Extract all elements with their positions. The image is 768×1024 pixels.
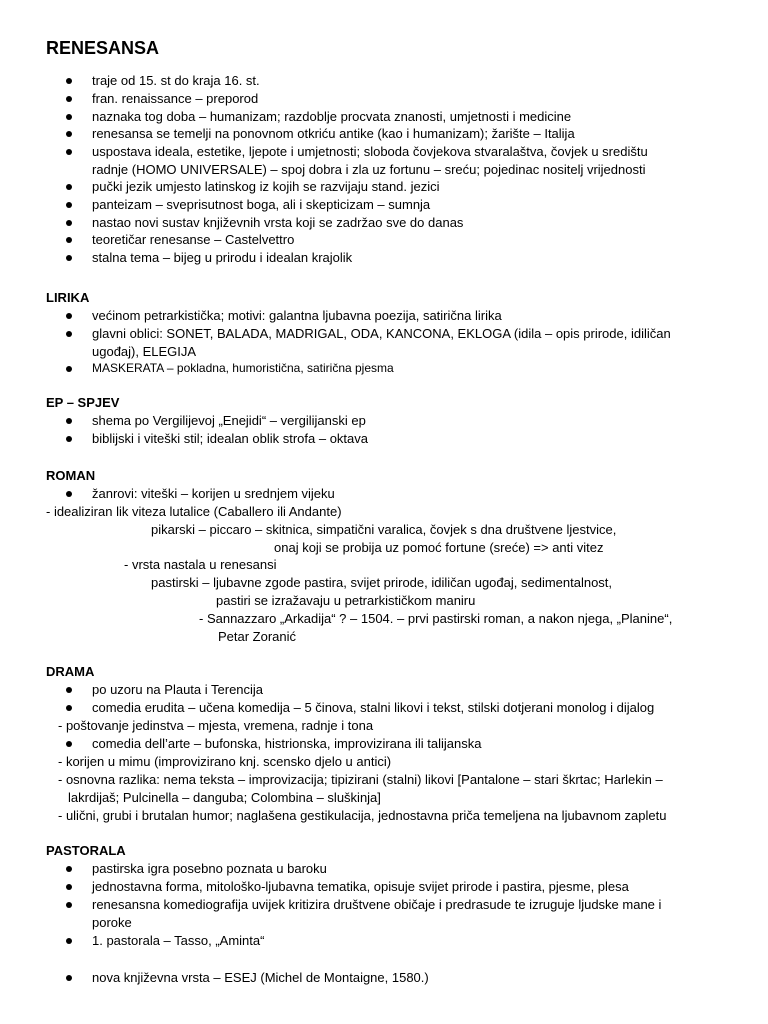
list-item: naznaka tog doba – humanizam; razdoblje procvata znanosti, umjetnosti i medicine — [92, 109, 572, 124]
bullet-icon — [66, 202, 72, 208]
section-heading-drama: DRAMA — [46, 664, 95, 679]
bullet-icon — [66, 114, 72, 120]
bullet-icon — [66, 331, 72, 337]
list-item: shema po Vergilijevoj „Enejidi“ – vergilijanski ep — [92, 413, 366, 428]
list-item-continuation: radnje (HOMO UNIVERSALE) – spoj dobra i zla uz fortunu – sreću; pojedinac nositelj vrijednosti — [92, 162, 646, 177]
page-title: RENESANSA — [46, 38, 160, 58]
bullet-icon — [66, 255, 72, 261]
list-item: biblijski i viteški stil; idealan oblik strofa – oktava — [92, 431, 369, 446]
bullet-icon — [66, 96, 72, 102]
bullet-icon — [66, 366, 72, 372]
bullet-icon — [66, 938, 72, 944]
list-item-continuation: lakrdijaš; Pulcinella – danguba; Colombina – sluškinja] — [68, 790, 381, 805]
bullet-icon — [66, 491, 72, 497]
list-item: - ulični, grubi i brutalan humor; naglašena gestikulacija, jednostavna priča temeljena na ljubavnom zapletu — [58, 808, 667, 823]
list-item: većinom petrarkistička; motivi: galantna ljubavna poezija, satirična lirika — [92, 308, 502, 323]
list-item: pastirski – ljubavne zgode pastira, svijet prirode, idiličan ugođaj, sedimentalnost, — [151, 575, 613, 590]
bullet-icon — [66, 884, 72, 890]
bullet-icon — [66, 705, 72, 711]
bullet-icon — [66, 436, 72, 442]
bullet-icon — [66, 313, 72, 319]
list-item: renesansa se temelji na ponovnom otkriću antike (kao i humanizam); žarište – Italija — [92, 126, 575, 141]
list-item: - Sannazzaro „Arkadija“ ? – 1504. – prvi pastirski roman, a nakon njega, „Planine“, — [199, 611, 673, 626]
bullet-icon — [66, 902, 72, 908]
list-item: pikarski – piccaro – skitnica, simpatični varalica, čovjek s dna društvene ljestvice, — [151, 522, 617, 537]
list-item: stalna tema – bijeg u prirodu i idealan krajolik — [92, 250, 353, 265]
list-item: pastirska igra posebno poznata u baroku — [92, 861, 327, 876]
list-item: - korijen u mimu (improvizirano knj. scensko djelo u antici) — [58, 754, 392, 769]
list-item-continuation: ugođaj), ELEGIJA — [92, 344, 197, 359]
bullet-icon — [66, 220, 72, 226]
list-item-continuation: Petar Zoranić — [218, 629, 297, 644]
section-heading-pastorala: PASTORALA — [46, 843, 126, 858]
list-item: - idealiziran lik viteza lutalice (Caballero ili Andante) — [46, 504, 342, 519]
bullet-icon — [66, 149, 72, 155]
bullet-icon — [66, 741, 72, 747]
list-item: renesansna komediografija uvijek kritizira društvene običaje i predrasude te izruguje ljudske mane i — [92, 897, 662, 912]
list-item: uspostava ideala, estetike, ljepote i umjetnosti; sloboda čovjekova stvaralaštva, čovjek u središtu — [92, 144, 648, 159]
bullet-icon — [66, 78, 72, 84]
list-item: traje od 15. st do kraja 16. st. — [92, 73, 260, 88]
list-item: nova književna vrsta – ESEJ (Michel de Montaigne, 1580.) — [92, 970, 429, 985]
bullet-icon — [66, 237, 72, 243]
list-item-continuation: onaj koji se probija uz pomoć fortune (sreće) => anti vitez — [274, 540, 604, 555]
list-item: žanrovi: viteški – korijen u srednjem vijeku — [92, 486, 335, 501]
list-item: MASKERATA – pokladna, humoristična, satirična pjesma — [92, 361, 394, 375]
list-item: comedia dell’arte – bufonska, histrionska, improvizirana ili talijanska — [92, 736, 482, 751]
list-item: glavni oblici: SONET, BALADA, MADRIGAL, ODA, KANCONA, EKLOGA (idila – opis prirode, idiličan — [92, 326, 671, 341]
list-item: - vrsta nastala u renesansi — [124, 557, 277, 572]
list-item: jednostavna forma, mitološko-ljubavna tematika, opisuje svijet prirode i pastira, pjesme, plesa — [92, 879, 629, 894]
list-item: teoretičar renesanse – Castelvettro — [92, 232, 295, 247]
section-heading-lirika: LIRIKA — [46, 290, 90, 305]
bullet-icon — [66, 866, 72, 872]
list-item: fran. renaissance – preporod — [92, 91, 259, 106]
bullet-icon — [66, 975, 72, 981]
list-item: po uzoru na Plauta i Terencija — [92, 682, 264, 697]
bullet-icon — [66, 418, 72, 424]
list-item: panteizam – sveprisutnost boga, ali i skepticizam – sumnja — [92, 197, 431, 212]
bullet-icon — [66, 131, 72, 137]
section-heading-ep: EP – SPJEV — [46, 395, 120, 410]
list-item: - poštovanje jedinstva – mjesta, vremena, radnje i tona — [58, 718, 374, 733]
list-item-continuation: pastiri se izražavaju u petrarkističkom maniru — [216, 593, 476, 608]
list-item: comedia erudita – učena komedija – 5 činova, stalni likovi i tekst, stilski dotjerani monolog i dijalog — [92, 700, 655, 715]
list-item: - osnovna razlika: nema teksta – improvizacija; tipizirani (stalni) likovi [Pantalone – stari škrtac; Harlekin – — [58, 772, 663, 787]
list-item-continuation: poroke — [92, 915, 132, 930]
bullet-icon — [66, 184, 72, 190]
list-item: 1. pastorala – Tasso, „Aminta“ — [92, 933, 265, 948]
section-heading-roman: ROMAN — [46, 468, 96, 483]
list-item: nastao novi sustav književnih vrsta koji se zadržao sve do danas — [92, 215, 464, 230]
bullet-icon — [66, 687, 72, 693]
list-item: pučki jezik umjesto latinskog iz kojih se razvijaju stand. jezici — [92, 179, 440, 194]
